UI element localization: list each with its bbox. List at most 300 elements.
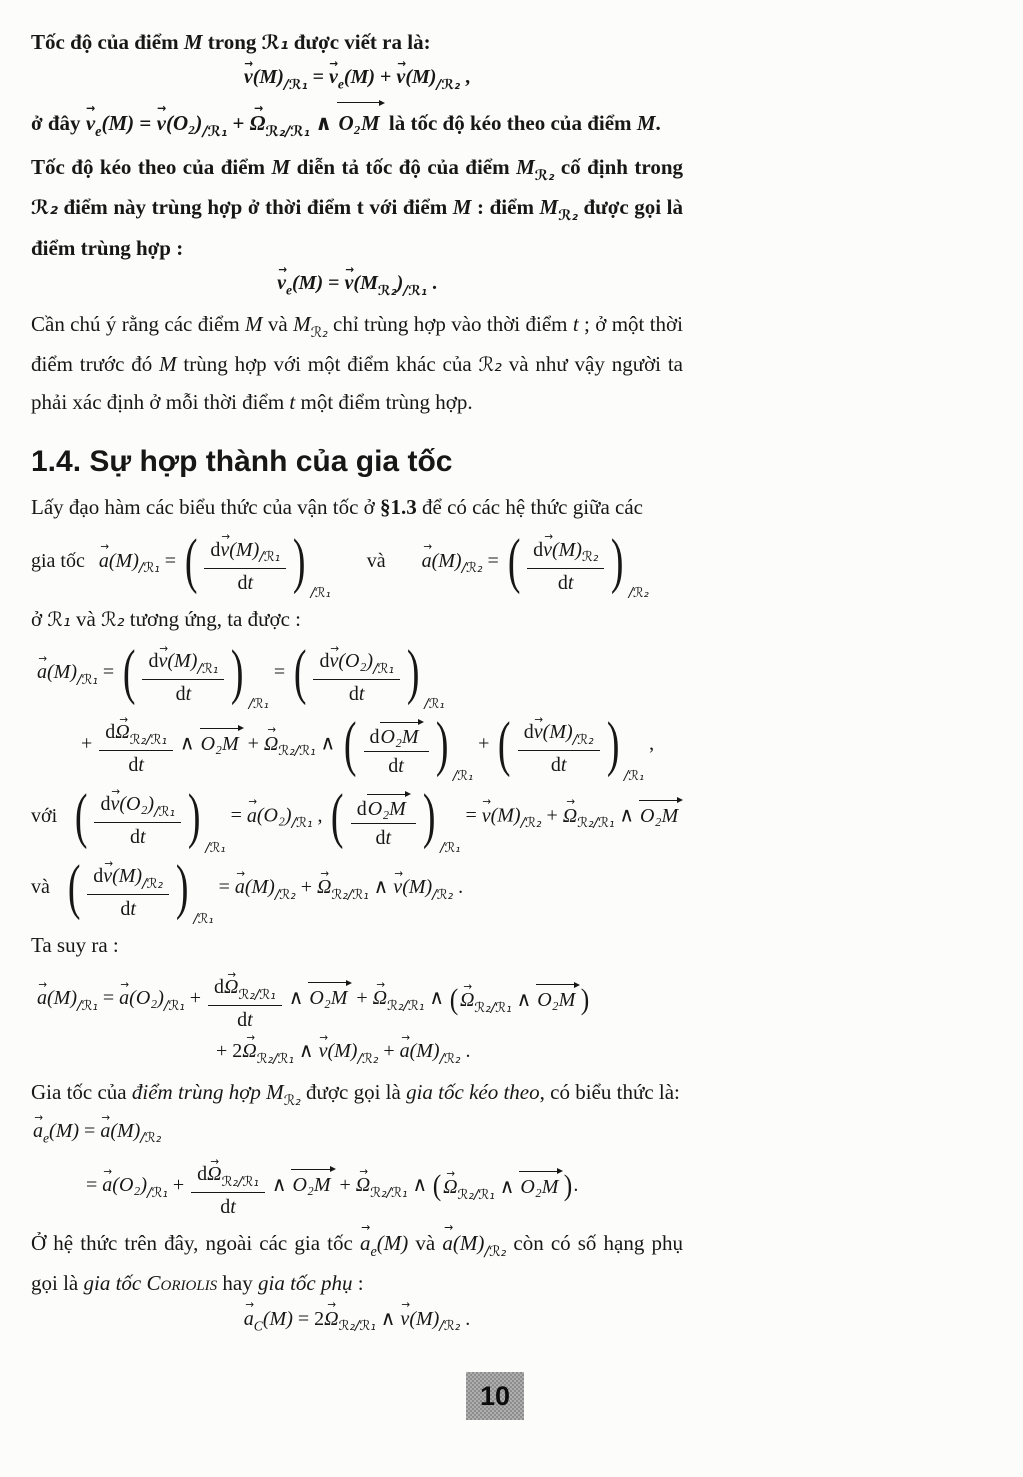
vector-symbol: a → — [244, 1306, 254, 1333]
paren-group: ( $\Omega \to_{ℛ_2/ℛ_1}$ ∧ O₂M ) — [449, 982, 590, 1017]
subscript — [436, 77, 460, 92]
subscript — [484, 1244, 506, 1260]
math-text: (O₂) — [338, 649, 374, 672]
paragraph — [31, 489, 683, 526]
frame-symbol: ℛ₂/ℛ₁ — [256, 1051, 294, 1068]
paren-subscript — [205, 839, 225, 858]
math-text: ∧ — [614, 804, 640, 827]
math-text: (M — [353, 271, 378, 294]
math-text: t — [567, 571, 574, 594]
frame-symbol: ℛ₂ — [377, 282, 397, 299]
text-run: Cần chú ý rằng các điểm — [31, 312, 246, 337]
math-text: M — [183, 30, 203, 54]
paragraph — [31, 24, 683, 61]
frame-symbol: ℛ₂/ℛ₁ — [278, 743, 316, 760]
inline-math — [478, 352, 501, 376]
subscript — [462, 560, 483, 575]
subscript — [284, 1093, 301, 1109]
vector-symbol: Ω → — [224, 975, 238, 999]
frame-symbol: ℛ₂/ℛ₁ — [338, 1318, 376, 1335]
subscript — [331, 887, 368, 902]
paragraph — [31, 1074, 683, 1114]
vector-symbol: v → — [220, 538, 229, 562]
math-text: O₂M — [520, 1175, 559, 1198]
math-text: + — [378, 1040, 400, 1063]
vector-symbol: v → — [277, 270, 286, 297]
frame-symbol: /ℛ₁ — [452, 769, 474, 785]
frame-symbol: /ℛ₂ — [432, 886, 454, 903]
math-text: ∧ — [407, 1173, 433, 1196]
math-text: = — [79, 1119, 101, 1142]
math-text: M — [271, 154, 291, 179]
paragraph — [31, 149, 683, 267]
text-run: gia tốc — [83, 1271, 147, 1296]
frame-symbol: /ℛ₁ — [197, 660, 219, 677]
math-text: + — [473, 732, 495, 755]
subscript — [558, 208, 578, 224]
frame-symbol: /ℛ₁ — [138, 560, 160, 577]
text-run: hay — [217, 1271, 258, 1296]
equation — [31, 782, 683, 857]
math-text: (M) — [252, 66, 284, 89]
inline-math — [539, 195, 578, 225]
math-text: e — [285, 282, 292, 298]
math-text: t — [385, 826, 392, 849]
frame-symbol: /ℛ₁ — [248, 697, 269, 713]
text-run: Tốc độ kéo theo của điểm — [31, 154, 272, 179]
text-run: Gia tốc của — [31, 1080, 132, 1105]
vector-symbol: Ω → — [356, 1172, 370, 1199]
frame-symbol: /ℛ₁ — [76, 671, 98, 688]
text-run: và — [70, 606, 102, 631]
vector-symbol: Ω → — [250, 105, 266, 142]
math-text: = 2 — [292, 1307, 325, 1330]
math-text: = — [159, 549, 182, 572]
text-run: tương ứng, ta được : — [124, 606, 302, 631]
text-run: và — [262, 312, 294, 337]
math-text: = — [323, 271, 345, 294]
math-text: + — [541, 804, 563, 827]
math-text: t — [247, 571, 254, 594]
subscript — [577, 815, 614, 830]
math-text: + — [295, 876, 318, 899]
math-text: t — [560, 754, 567, 777]
math-text: + 2 — [216, 1040, 243, 1063]
vector-symbol: a → — [442, 1225, 453, 1262]
math-text: e — [337, 77, 344, 93]
paren-group: ( $\frac{dv \to(M)_{/ℛ_1}}{dt}$ ) /ℛ₁ — [181, 530, 331, 595]
frame-symbol: ℛ₂/ℛ₁ — [238, 987, 276, 1004]
math-text: (M) — [551, 538, 582, 561]
paren-subscript — [193, 910, 213, 929]
overrightarrow — [639, 800, 682, 830]
math-text: (M) — [327, 1040, 358, 1063]
math-text: M — [636, 111, 656, 136]
subscript — [378, 283, 397, 298]
frame-symbol: /ℛ₂ — [461, 560, 483, 577]
math-text: d — [214, 976, 225, 999]
frame-symbol: ℛ₂/ℛ₁ — [331, 886, 369, 903]
math-text: (M) — [376, 1230, 409, 1255]
frame-symbol: /ℛ₁ — [147, 1184, 168, 1201]
inline-math — [31, 195, 58, 219]
math-text: M — [245, 312, 263, 337]
frame-symbol: ℛ₂ — [478, 353, 502, 377]
math-text: , — [312, 804, 328, 827]
math-text: t — [398, 754, 404, 777]
frame-symbol: /ℛ₁ — [259, 549, 281, 566]
text-run: Tốc độ của điểm — [31, 30, 184, 54]
frame-symbol: ℛ₂/ℛ₁ — [577, 815, 615, 832]
subscript — [142, 876, 163, 891]
subscript — [370, 1185, 407, 1200]
subscript — [458, 1187, 495, 1202]
subscript — [439, 1318, 460, 1333]
math-text: d — [369, 725, 380, 748]
frame-symbol: /ℛ₁ — [440, 841, 461, 857]
vector-symbol: a → — [99, 548, 109, 575]
subscript — [130, 732, 167, 747]
frame-symbol: ℛ₂ — [581, 549, 599, 566]
vector-symbol: Ω → — [115, 720, 129, 744]
fraction — [94, 784, 181, 849]
vector-symbol: Ω → — [460, 987, 474, 1014]
equation — [31, 270, 683, 300]
math-text: t — [139, 826, 146, 849]
math-text: (M) — [292, 271, 324, 294]
math-text: M — [452, 195, 472, 220]
subscript — [197, 661, 218, 676]
frame-symbol: /ℛ₁ — [310, 585, 331, 601]
frame-symbol: /ℛ₁ — [283, 77, 308, 94]
inline-math — [637, 111, 656, 135]
math-text: (O₂) — [165, 111, 203, 136]
text-run: gia tốc phụ — [258, 1271, 353, 1296]
text-run: t — [572, 312, 579, 337]
fraction — [364, 712, 429, 778]
frame-symbol: /ℛ₁ — [76, 998, 98, 1015]
paragraph — [31, 306, 683, 421]
math-text: (M) — [343, 66, 376, 89]
subscript — [77, 998, 98, 1013]
math-text: ∧ — [511, 989, 537, 1012]
math-text: d — [175, 682, 186, 705]
frame-symbol: /ℛ₁ — [291, 815, 313, 832]
text-run: gia tốc kéo theo — [406, 1080, 540, 1105]
frame-symbol: /ℛ₂ — [628, 585, 649, 601]
inline-math — [453, 195, 472, 219]
math-text: = — [460, 804, 482, 827]
frame-symbol: /ℛ₂ — [357, 1051, 379, 1068]
math-text: d — [105, 721, 116, 744]
math-text: d — [375, 826, 386, 849]
frame-symbol: /ℛ₁ — [193, 912, 214, 928]
vector-symbol: Ω → — [242, 1038, 256, 1065]
vector-symbol: v → — [86, 105, 95, 142]
inline-math — [293, 312, 328, 341]
paren-group: ( $\Omega \to_{ℛ_2/ℛ_1}$ ∧ O₂M ) — [432, 1169, 573, 1204]
frame-symbol: /ℛ₂ — [274, 886, 296, 903]
paren-subscript — [440, 839, 460, 858]
fraction — [204, 530, 286, 595]
math-text: = — [97, 987, 120, 1010]
math-text: t — [130, 897, 136, 920]
math-text: + — [167, 1173, 190, 1196]
subscript — [432, 887, 453, 902]
page-number: 10 — [479, 1380, 511, 1411]
math-text: d — [197, 1162, 208, 1185]
subscript — [275, 887, 296, 902]
text-run: để có các hệ thức giữa các — [416, 495, 643, 520]
math-text: ∧ — [494, 1175, 520, 1198]
math-text: t — [247, 1009, 253, 1032]
math-text: = — [97, 661, 120, 684]
frame-symbol: /ℛ₁ — [154, 804, 175, 821]
inline-math — [85, 111, 384, 141]
equation — [31, 1306, 683, 1336]
subscript — [202, 124, 227, 140]
vector-symbol: a → — [119, 985, 129, 1012]
paren-group: ( $\frac{\text{dO₂M}}{dt}$ ) /ℛ₁ — [344, 710, 474, 785]
text-run: Coriolis — [146, 1271, 218, 1296]
vector-symbol: Ω → — [207, 1162, 221, 1186]
fraction — [99, 712, 173, 777]
frame-symbol: /ℛ₂ — [140, 1130, 162, 1147]
math-text: e — [370, 1243, 377, 1260]
math-text: (M) — [167, 649, 198, 672]
fraction — [191, 1154, 265, 1219]
math-text: ∧ — [375, 1307, 401, 1330]
math-text: . — [460, 1307, 471, 1330]
math-text: + — [184, 987, 207, 1010]
vector-symbol: a → — [37, 659, 47, 686]
subscript — [440, 1051, 461, 1066]
math-text: và — [366, 549, 386, 572]
vector-symbol: v → — [244, 64, 253, 91]
frame-symbol: /ℛ₁ — [623, 768, 645, 784]
math-text: (O₂) — [129, 987, 164, 1010]
math-text: O₂M — [309, 987, 348, 1010]
page-number-box — [466, 1372, 524, 1420]
equation-lead-word: với — [31, 804, 58, 827]
paren-group: ( $\frac{dv \to(O_2)_{/ℛ_1}}{dt}$ ) /ℛ₁ — [71, 784, 225, 849]
text-run: : điểm — [471, 195, 540, 220]
math-text: d — [319, 649, 330, 672]
frame-symbol: ℛ₂ — [310, 325, 328, 341]
math-text: (M) — [101, 111, 135, 136]
fraction — [527, 530, 604, 595]
equation — [31, 64, 683, 94]
math-text: = — [268, 661, 291, 684]
text-run: . — [655, 111, 661, 136]
paren-group: ( $\frac{dv \to(M)_{ℛ_2}}{dt}$ ) /ℛ₂ — [504, 530, 649, 595]
math-text: (M) — [108, 549, 139, 572]
math-text: + — [81, 732, 98, 755]
math-text: (M) — [112, 864, 143, 887]
math-text: + — [351, 987, 373, 1010]
vector-symbol: v → — [543, 538, 552, 562]
text-run: cố định trong — [554, 154, 684, 179]
subscript — [474, 1000, 511, 1015]
math-text: d — [129, 826, 140, 849]
vector-symbol: v → — [103, 864, 112, 888]
frame-symbol: /ℛ₂ — [439, 1051, 461, 1068]
vector-symbol: Ω → — [373, 985, 387, 1012]
frame-symbol: ℛ₂ — [283, 1093, 301, 1110]
paren-group: ( $\frac{dv \to(M)_{/ℛ_2}}{dt}$ ) /ℛ₁ — [494, 712, 644, 777]
text-run: diễn tả tốc độ của điểm — [290, 154, 517, 179]
subscript — [373, 661, 394, 676]
math-text: = — [134, 111, 157, 136]
math-text: ∧ — [309, 111, 338, 136]
frame-symbol: /ℛ₁ — [202, 124, 228, 141]
paragraph — [31, 927, 683, 964]
vector-symbol: a → — [422, 548, 432, 575]
math-text: d — [120, 897, 131, 920]
section-heading: 1.4. Sự hợp thành của gia tốc — [31, 445, 453, 479]
text-run: còn có số hạng phụ gọi là — [31, 1230, 684, 1296]
math-text: M — [159, 352, 177, 377]
overrightarrow — [337, 102, 383, 142]
math-text: C — [253, 1318, 263, 1334]
math-text: ∧ — [315, 732, 341, 755]
vector-symbol: a → — [400, 1038, 410, 1065]
vector-symbol: Ω → — [563, 803, 577, 830]
frame-symbol: /ℛ₁ — [163, 998, 185, 1015]
equation — [81, 710, 683, 785]
overrightarrow — [308, 982, 351, 1012]
fraction — [351, 784, 416, 850]
math-text: (M) — [110, 1119, 141, 1142]
vector-symbol: Ω → — [324, 1306, 338, 1333]
vector-symbol: v → — [158, 649, 167, 673]
vector-symbol: Ω → — [443, 1174, 457, 1201]
math-text: + — [375, 66, 397, 89]
math-text: , — [644, 732, 655, 755]
subscript — [239, 987, 276, 1002]
frame-symbol: /ℛ₁ — [205, 840, 226, 856]
frame-symbol: ℛ₁ — [261, 31, 289, 54]
math-text: O₂M — [367, 797, 406, 820]
fraction — [313, 641, 400, 706]
math-text: M — [293, 312, 311, 337]
math-text: d — [100, 793, 111, 816]
math-text: d — [220, 1195, 231, 1218]
paren-group: ( $\frac{dv \to(M)_{/ℛ_2}}{dt}$ ) /ℛ₁ — [64, 856, 214, 921]
math-text: d — [388, 754, 399, 777]
equation — [31, 854, 683, 928]
frame-symbol: /ℛ₁ — [403, 282, 427, 299]
math-text: d — [523, 721, 534, 744]
frame-symbol: ℛ₂/ℛ₁ — [457, 1186, 495, 1203]
text-run: là tốc độ kéo theo của điểm — [383, 111, 637, 136]
math-text: + — [227, 111, 250, 136]
overrightarrow — [380, 722, 423, 749]
vector-symbol: a → — [235, 874, 245, 901]
subscript — [147, 1185, 168, 1200]
paragraph — [31, 1225, 683, 1303]
subscript — [154, 804, 175, 819]
equation — [31, 528, 683, 601]
math-text: + — [334, 1173, 356, 1196]
fraction — [87, 856, 169, 921]
math-text: M — [266, 1080, 284, 1105]
fraction — [142, 641, 224, 706]
math-text: ∧ — [368, 876, 394, 899]
text-run: và như vậy người ta phải xác định ở mỗi thời điểm — [31, 352, 683, 414]
text-run: điểm trùng hợp — [131, 1080, 261, 1105]
paren-subscript — [629, 584, 649, 603]
math-text: . — [426, 271, 437, 294]
inline-math — [442, 1230, 507, 1260]
math-text: (M) — [49, 1119, 80, 1142]
vector-symbol: v → — [400, 1306, 409, 1333]
math-text: M — [516, 154, 535, 179]
math-text: e — [43, 1130, 50, 1146]
math-text: = — [307, 66, 329, 89]
math-text: d — [128, 754, 139, 777]
math-text: (M) — [262, 1307, 293, 1330]
math-text: O₂M — [640, 804, 679, 827]
equation — [37, 967, 683, 1032]
math-text: e — [95, 124, 102, 141]
equation-lead-word: gia tốc — [31, 549, 85, 572]
subscript — [222, 1174, 259, 1189]
vector-symbol: v → — [329, 649, 338, 673]
fraction — [208, 967, 282, 1032]
vector-symbol: a → — [37, 985, 47, 1012]
math-text: (M) — [402, 876, 433, 899]
paren-group: ( $\frac{dv \to(M)_{/ℛ_1}}{dt}$ ) /ℛ₁ — [119, 641, 269, 706]
vector-symbol: v → — [534, 720, 543, 744]
math-text: (O₂) — [112, 1173, 147, 1196]
subscript — [278, 743, 315, 758]
math-text: d — [148, 649, 159, 672]
paren-group: ( $\frac{\text{dO₂M}}{dt}$ ) /ℛ₁ — [331, 782, 461, 857]
text-run: ; ở một thời điểm trước đó — [31, 312, 683, 377]
inline-math — [47, 607, 70, 631]
equation — [216, 1038, 683, 1068]
frame-symbol: ℛ₂/ℛ₁ — [265, 124, 310, 141]
math-text: (O₂) — [256, 804, 292, 827]
equation — [37, 639, 683, 713]
vector-symbol: v → — [157, 105, 166, 142]
paren-subscript — [453, 767, 473, 786]
vector-symbol: a → — [102, 1172, 112, 1199]
math-text: d — [93, 864, 104, 887]
vector-symbol: v → — [345, 270, 354, 297]
math-text: d — [550, 754, 561, 777]
math-text: = — [225, 804, 247, 827]
paragraph — [31, 601, 683, 638]
equation — [33, 1118, 683, 1148]
math-text: (M) — [490, 804, 521, 827]
math-text: + — [242, 732, 264, 755]
math-text: (M) — [405, 66, 437, 89]
math-text: . — [460, 1040, 471, 1063]
vector-symbol: v → — [319, 1038, 328, 1065]
text-column — [31, 24, 683, 1342]
text-run: t — [289, 389, 296, 414]
math-text: ∧ — [174, 732, 200, 755]
math-text: ∧ — [424, 987, 449, 1010]
math-text: O₂M — [537, 989, 576, 1012]
subscript — [77, 672, 98, 687]
math-text: (M) — [244, 876, 275, 899]
math-text: ) — [396, 271, 404, 294]
subscript — [257, 1051, 294, 1066]
frame-symbol: /ℛ₂ — [142, 875, 163, 892]
